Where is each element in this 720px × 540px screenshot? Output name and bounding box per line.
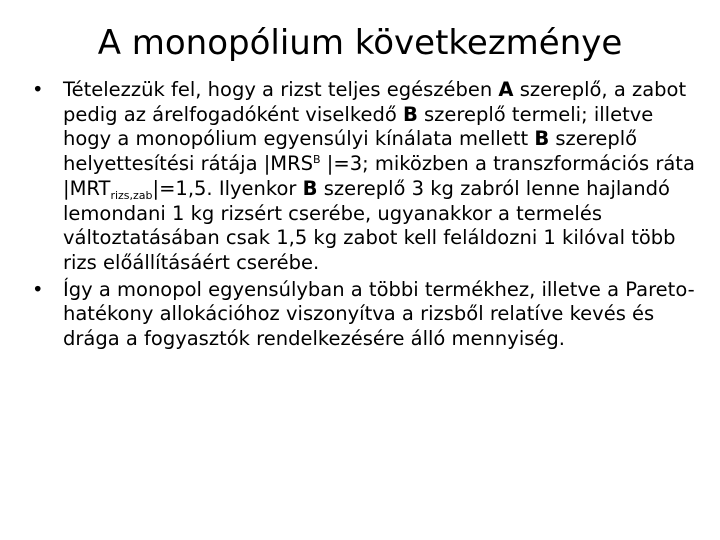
superscript: B xyxy=(313,153,321,167)
bullet-icon: • xyxy=(32,78,44,101)
bullet-icon: • xyxy=(32,277,44,301)
bullet-item xyxy=(30,278,695,352)
bold-player-b: B xyxy=(402,102,418,126)
bold-player-a: A xyxy=(498,78,514,101)
slide-body xyxy=(30,78,695,352)
text-run: Tételezzük fel, hogy a rizst teljes egészében xyxy=(63,78,499,101)
text-run: |=3; miközben a transzformációs ráta |MRT xyxy=(63,152,695,200)
subscript: rizs,zab xyxy=(110,188,153,202)
text-run: szereplő, a zabot pedig az árelfogadóként viselkedő xyxy=(63,78,687,126)
text-run: szereplő 3 kg zabról lenne hajlandó lemondani 1 kg rizsért cserébe, ugyanakkor a termelés változtatásában csak 1,5 kg zabot kell feláldozni 1 kilóval több rizs előállításáért cserébe. xyxy=(63,176,676,274)
bold-player-b: B xyxy=(534,127,550,151)
bullet-item xyxy=(30,78,695,276)
bold-player-b: B xyxy=(302,176,318,200)
text-run: |=1,5. Ilyenkor xyxy=(152,176,303,200)
slide-title: A monopólium következménye xyxy=(97,23,623,63)
bullet-text: Így a monopol egyensúlyban a többi termékhez, illetve a Pareto-hatékony allokációhoz viszonyítva a rizsből relatíve kevés és drága a fogyasztók rendelkezésére álló mennyiség. xyxy=(63,277,695,351)
text-run: szereplő helyettesítési rátája |MRS xyxy=(63,127,638,176)
bullet-text xyxy=(63,78,695,274)
text-run: szereplő termeli; illetve hogy a monopólium egyensúlyi kínálata mellett xyxy=(63,102,654,151)
